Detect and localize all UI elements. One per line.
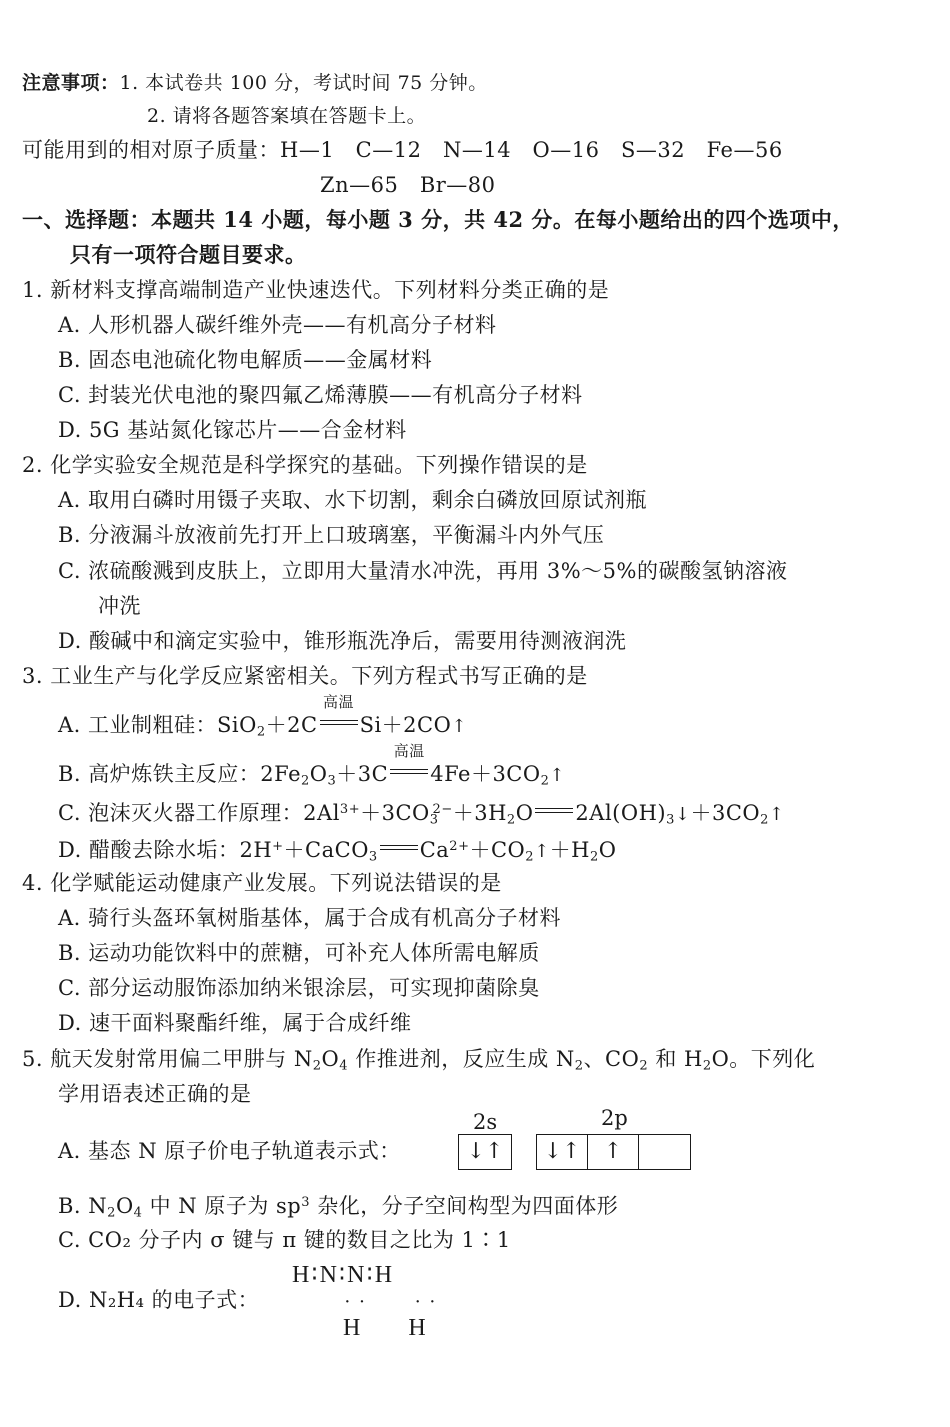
orbital-cell-2p-1: ↓↑ bbox=[537, 1135, 588, 1169]
gas-arrow-icon: ↑ bbox=[549, 765, 565, 786]
electron-formula-dots: ·· ·· bbox=[344, 1291, 444, 1313]
q2-option-c-line-1: C. 浓硫酸溅到皮肤上，立即用大量清水冲洗，再用 3%～5%的碳酸氢钠溶液 bbox=[58, 559, 788, 583]
precipitate-arrow-icon: ↓ bbox=[674, 804, 691, 826]
notice-item-1: 1. 本试卷共 100 分，考试时间 75 分钟。 bbox=[119, 72, 488, 94]
orbital-cell-2p-2: ↑ bbox=[588, 1135, 639, 1169]
q2-option-c-line-2: 冲洗 bbox=[98, 594, 141, 618]
atomic-mass-label: 可能用到的相对原子质量： bbox=[22, 138, 280, 162]
q4-option-a: A. 骑行头盔环氧树脂基体，属于合成有机高分子材料 bbox=[58, 906, 562, 930]
orbital-cell-2s: ↓↑ bbox=[466, 1139, 504, 1164]
section-heading-line-2: 只有一项符合题目要求。 bbox=[70, 242, 307, 267]
q2-option-b: B. 分液漏斗放液前先打开上口玻璃塞，平衡漏斗内外气压 bbox=[58, 523, 605, 547]
q5-option-a-label: A. 基态 N 原子价电子轨道表示式： bbox=[58, 1139, 401, 1163]
condition-high-temp: 高温 bbox=[323, 693, 355, 711]
q3-option-c-equation: $2Al^{3+}+3CO_3^{2-}+3H_2O$ $2Al(OH)_3↓+3CO_2↑$ bbox=[303, 801, 784, 825]
q5-option-c: C. CO₂ 分子内 σ 键与 π 键的数目之比为 1∶1 bbox=[58, 1228, 511, 1252]
q5-stem-line-2: 学用语表述正确的是 bbox=[58, 1082, 252, 1106]
q4-option-d: D. 速干面料聚酯纤维，属于合成纤维 bbox=[58, 1011, 412, 1035]
q1-option-b: B. 固态电池硫化物电解质——金属材料 bbox=[58, 348, 433, 372]
equation-sign bbox=[380, 835, 418, 865]
orbital-cell-2p-3 bbox=[639, 1135, 690, 1169]
q2-option-d: D. 酸碱中和滴定实验中，锥形瓶洗净后，需要用待测液润洗 bbox=[58, 629, 627, 653]
q2-option-a: A. 取用白磷时用镊子夹取、水下切割，剩余白磷放回原试剂瓶 bbox=[58, 488, 648, 512]
atomic-mass-values-2: Zn—65 Br—80 bbox=[320, 173, 496, 197]
electron-formula-row-3: H H bbox=[343, 1315, 432, 1341]
q5-option-b: B. $N_2O_4$ 中 N 原子为 $sp^3$ 杂化，分子空间构型为四面体形 bbox=[58, 1194, 619, 1221]
condition-high-temp: 高温 bbox=[393, 742, 425, 760]
q1-option-c: C. 封装光伏电池的聚四氟乙烯薄膜——有机高分子材料 bbox=[58, 383, 583, 407]
atomic-mass-values-1: H—1 C—12 N—14 O—16 S—32 Fe—56 bbox=[280, 138, 783, 162]
q3-option-c bbox=[58, 795, 785, 835]
gas-arrow-icon: ↑ bbox=[451, 716, 467, 737]
q5-stem-line-1: 5. 航天发射常用偏二甲肼与 $N_2O_4$ 作推进剂，反应生成 $N_2$、$CO_2$ 和 $H_2O$。下列化 bbox=[22, 1047, 816, 1074]
orbital-label-2p: 2p bbox=[601, 1106, 628, 1130]
electron-formula-row-1: H∶N∶N∶H bbox=[292, 1262, 395, 1288]
q3-option-d-equation: 2H+＋CaCO$_3$ $Ca^{2+}+CO_2↑+H_2O$ bbox=[239, 838, 616, 862]
q4-stem: 4. 化学赋能运动健康产业发展。下列说法错误的是 bbox=[22, 871, 502, 895]
q3-option-c-label: C. 泡沫灭火器工作原理： bbox=[58, 801, 304, 826]
notice-line-1 bbox=[22, 68, 488, 98]
q3-option-a-label: A. 工业制粗硅： bbox=[58, 713, 218, 737]
equation-condition-sign bbox=[320, 693, 358, 740]
q1-option-d: D. 5G 基站氮化镓芯片——合金材料 bbox=[58, 418, 407, 442]
equation-sign bbox=[535, 798, 573, 828]
q1-stem: 1. 新材料支撑高端制造产业快速迭代。下列材料分类正确的是 bbox=[22, 278, 610, 302]
notice-label: 注意事项： bbox=[22, 72, 120, 94]
orbital-box-2s bbox=[458, 1134, 512, 1170]
q3-option-d-label: D. 醋酸去除水垢： bbox=[58, 838, 240, 863]
equation-condition-sign bbox=[390, 742, 428, 789]
q2-stem: 2. 化学实验安全规范是科学探究的基础。下列操作错误的是 bbox=[22, 453, 588, 477]
q3-stem: 3. 工业生产与化学反应紧密相关。下列方程式书写正确的是 bbox=[22, 664, 588, 688]
section-heading-line-1: 一、选择题：本题共 14 小题，每小题 3 分，共 42 分。在每小题给出的四个选项中， bbox=[22, 207, 854, 232]
notice-item-2: 2. 请将各题答案填在答题卡上。 bbox=[147, 105, 427, 127]
q1-option-a: A. 人形机器人碳纤维外壳——有机高分子材料 bbox=[58, 313, 497, 337]
gas-arrow-icon: ↑ bbox=[768, 804, 785, 826]
q3-option-a-equation: SiO$_2$＋2C 高温 Si＋2CO↑ bbox=[217, 693, 467, 740]
atomic-mass-line-1 bbox=[22, 135, 783, 165]
q5-option-d-label: D. N₂H₄ 的电子式： bbox=[58, 1288, 260, 1312]
q3-option-b-label: B. 高炉炼铁主反应： bbox=[58, 762, 261, 786]
q3-option-b-equation: $2Fe_2O_3+3C$ 高温 $4Fe+3CO_2↑$ bbox=[260, 742, 565, 789]
q4-option-c: C. 部分运动服饰添加纳米银涂层，可实现抑菌除臭 bbox=[58, 976, 540, 1000]
orbital-box-2p bbox=[536, 1134, 691, 1170]
q3-option-d bbox=[58, 832, 616, 872]
gas-arrow-icon: ↑ bbox=[534, 841, 550, 863]
q4-option-b: B. 运动功能饮料中的蔗糖，可补充人体所需电解质 bbox=[58, 941, 540, 965]
orbital-label-2s: 2s bbox=[473, 1110, 498, 1134]
q3-option-b bbox=[58, 742, 565, 796]
